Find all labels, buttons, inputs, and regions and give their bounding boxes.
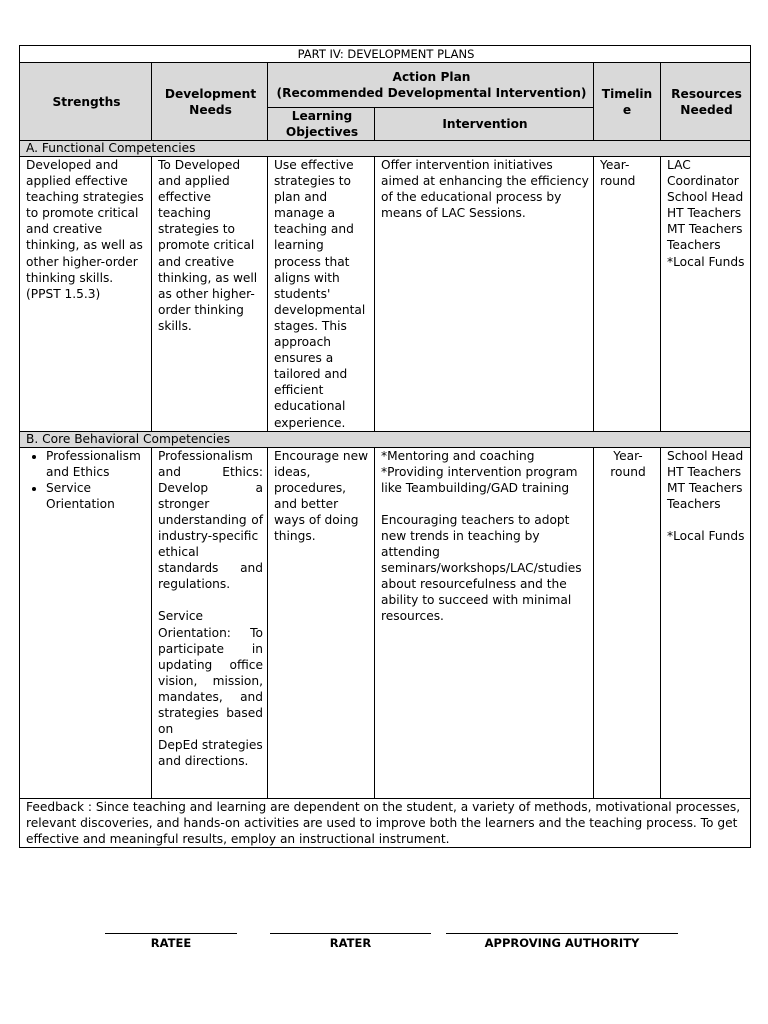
table-row: [20, 157, 751, 432]
resource-item: LAC Coordinator: [667, 158, 739, 189]
resource-item: MT Teachers: [667, 480, 743, 495]
table-title-row: [20, 46, 751, 63]
header-intervention: Intervention: [375, 108, 594, 141]
action-plan-sublabel: (Recommended Developmental Intervention): [276, 86, 587, 100]
intervention-cell: [375, 447, 594, 798]
need-paragraph: Professionalism and Ethics: Develop a stronger understanding of industry-specific ethical standards and regulations.: [158, 448, 263, 592]
header-resources: Resources Needed: [661, 63, 751, 141]
action-plan-label: Action Plan: [392, 70, 471, 84]
resources-cell: [661, 447, 751, 798]
signature-ratee: RATEE: [105, 933, 237, 950]
signature-approving-authority: APPROVING AUTHORITY: [446, 933, 678, 950]
resource-item: *Local Funds: [667, 254, 745, 269]
resource-item: MT Teachers: [667, 222, 743, 237]
intervention-cell: Offer intervention initiatives aimed at enhancing the efficiency of the educational process by means of LAC Sessions.: [375, 157, 594, 432]
development-needs-cell: [152, 447, 268, 798]
learning-objectives-cell: Use effective strategies to plan and manage a teaching and learning process that aligns with students' developmental stages. This approach ensures a tailored and efficient educational experience.: [268, 157, 375, 432]
list-item: • Service Orientation: [46, 480, 147, 512]
feedback-row: [20, 798, 751, 847]
strengths-cell: Developed and applied effective teaching strategies to promote critical and creative thinking, as well as other higher-order thinking skills. (PPST 1.5.3): [20, 157, 152, 432]
table-title: PART IV: DEVELOPMENT PLANS: [20, 46, 751, 63]
header-development-needs: Development Needs: [152, 63, 268, 141]
resource-item: Teachers: [667, 496, 721, 511]
strengths-list: [24, 448, 147, 512]
header-row: [20, 63, 751, 108]
strengths-cell: [20, 447, 152, 798]
need-paragraph: DepEd strategies and directions.: [158, 738, 263, 769]
intervention-item: *Mentoring and coaching: [381, 448, 535, 463]
section-heading-row: [20, 431, 751, 447]
header-action-plan: [268, 63, 594, 108]
header-learning-objectives: Learning Objectives: [268, 108, 375, 141]
resource-item: HT Teachers: [667, 206, 742, 221]
timeline-cell: Year-round: [594, 447, 661, 798]
need-paragraph: Service Orientation: To participate in updating office vision, mission, mandates, and strategies based on: [158, 609, 263, 737]
header-strengths: Strengths: [20, 63, 152, 141]
resource-item: Teachers: [667, 238, 721, 253]
resource-item: School Head: [667, 448, 744, 463]
section-heading-row: [20, 141, 751, 157]
feedback-text: Feedback : Since teaching and learning are dependent on the student, a variety of methods, motivational processes, relevant discoveries, and hands-on activities are used to improve both the learners and the teaching process. To get effective and meaningful results, employ an instructional instrument.: [20, 798, 751, 847]
signature-rater: RATER: [270, 933, 431, 950]
resource-item: School Head: [667, 190, 744, 205]
learning-objectives-cell: Encourage new ideas, procedures, and better ways of doing things.: [268, 447, 375, 798]
table-row: [20, 447, 751, 798]
section-heading-behavioral: B. Core Behavioral Competencies: [20, 431, 751, 447]
resource-item: HT Teachers: [667, 464, 742, 479]
list-item: • Professionalism and Ethics: [46, 448, 147, 480]
intervention-item: Encouraging teachers to adopt new trends in teaching by attending seminars/workshops/LAC/studies about resourcefulness and the ability to succeed with minimal resources.: [381, 512, 582, 624]
resources-cell: [661, 157, 751, 432]
development-plan-table: [19, 45, 751, 848]
intervention-item: *Providing intervention program like Teambuilding/GAD training: [381, 464, 578, 495]
development-needs-cell: To Developed and applied effective teaching strategies to promote critical and creative thinking, as well as other higher-order thinking skills.: [152, 157, 268, 432]
timeline-cell: Year-round: [594, 157, 661, 432]
header-timeline: Timeline: [594, 63, 661, 141]
resource-item: *Local Funds: [667, 528, 745, 543]
section-heading-functional: A. Functional Competencies: [20, 141, 751, 157]
